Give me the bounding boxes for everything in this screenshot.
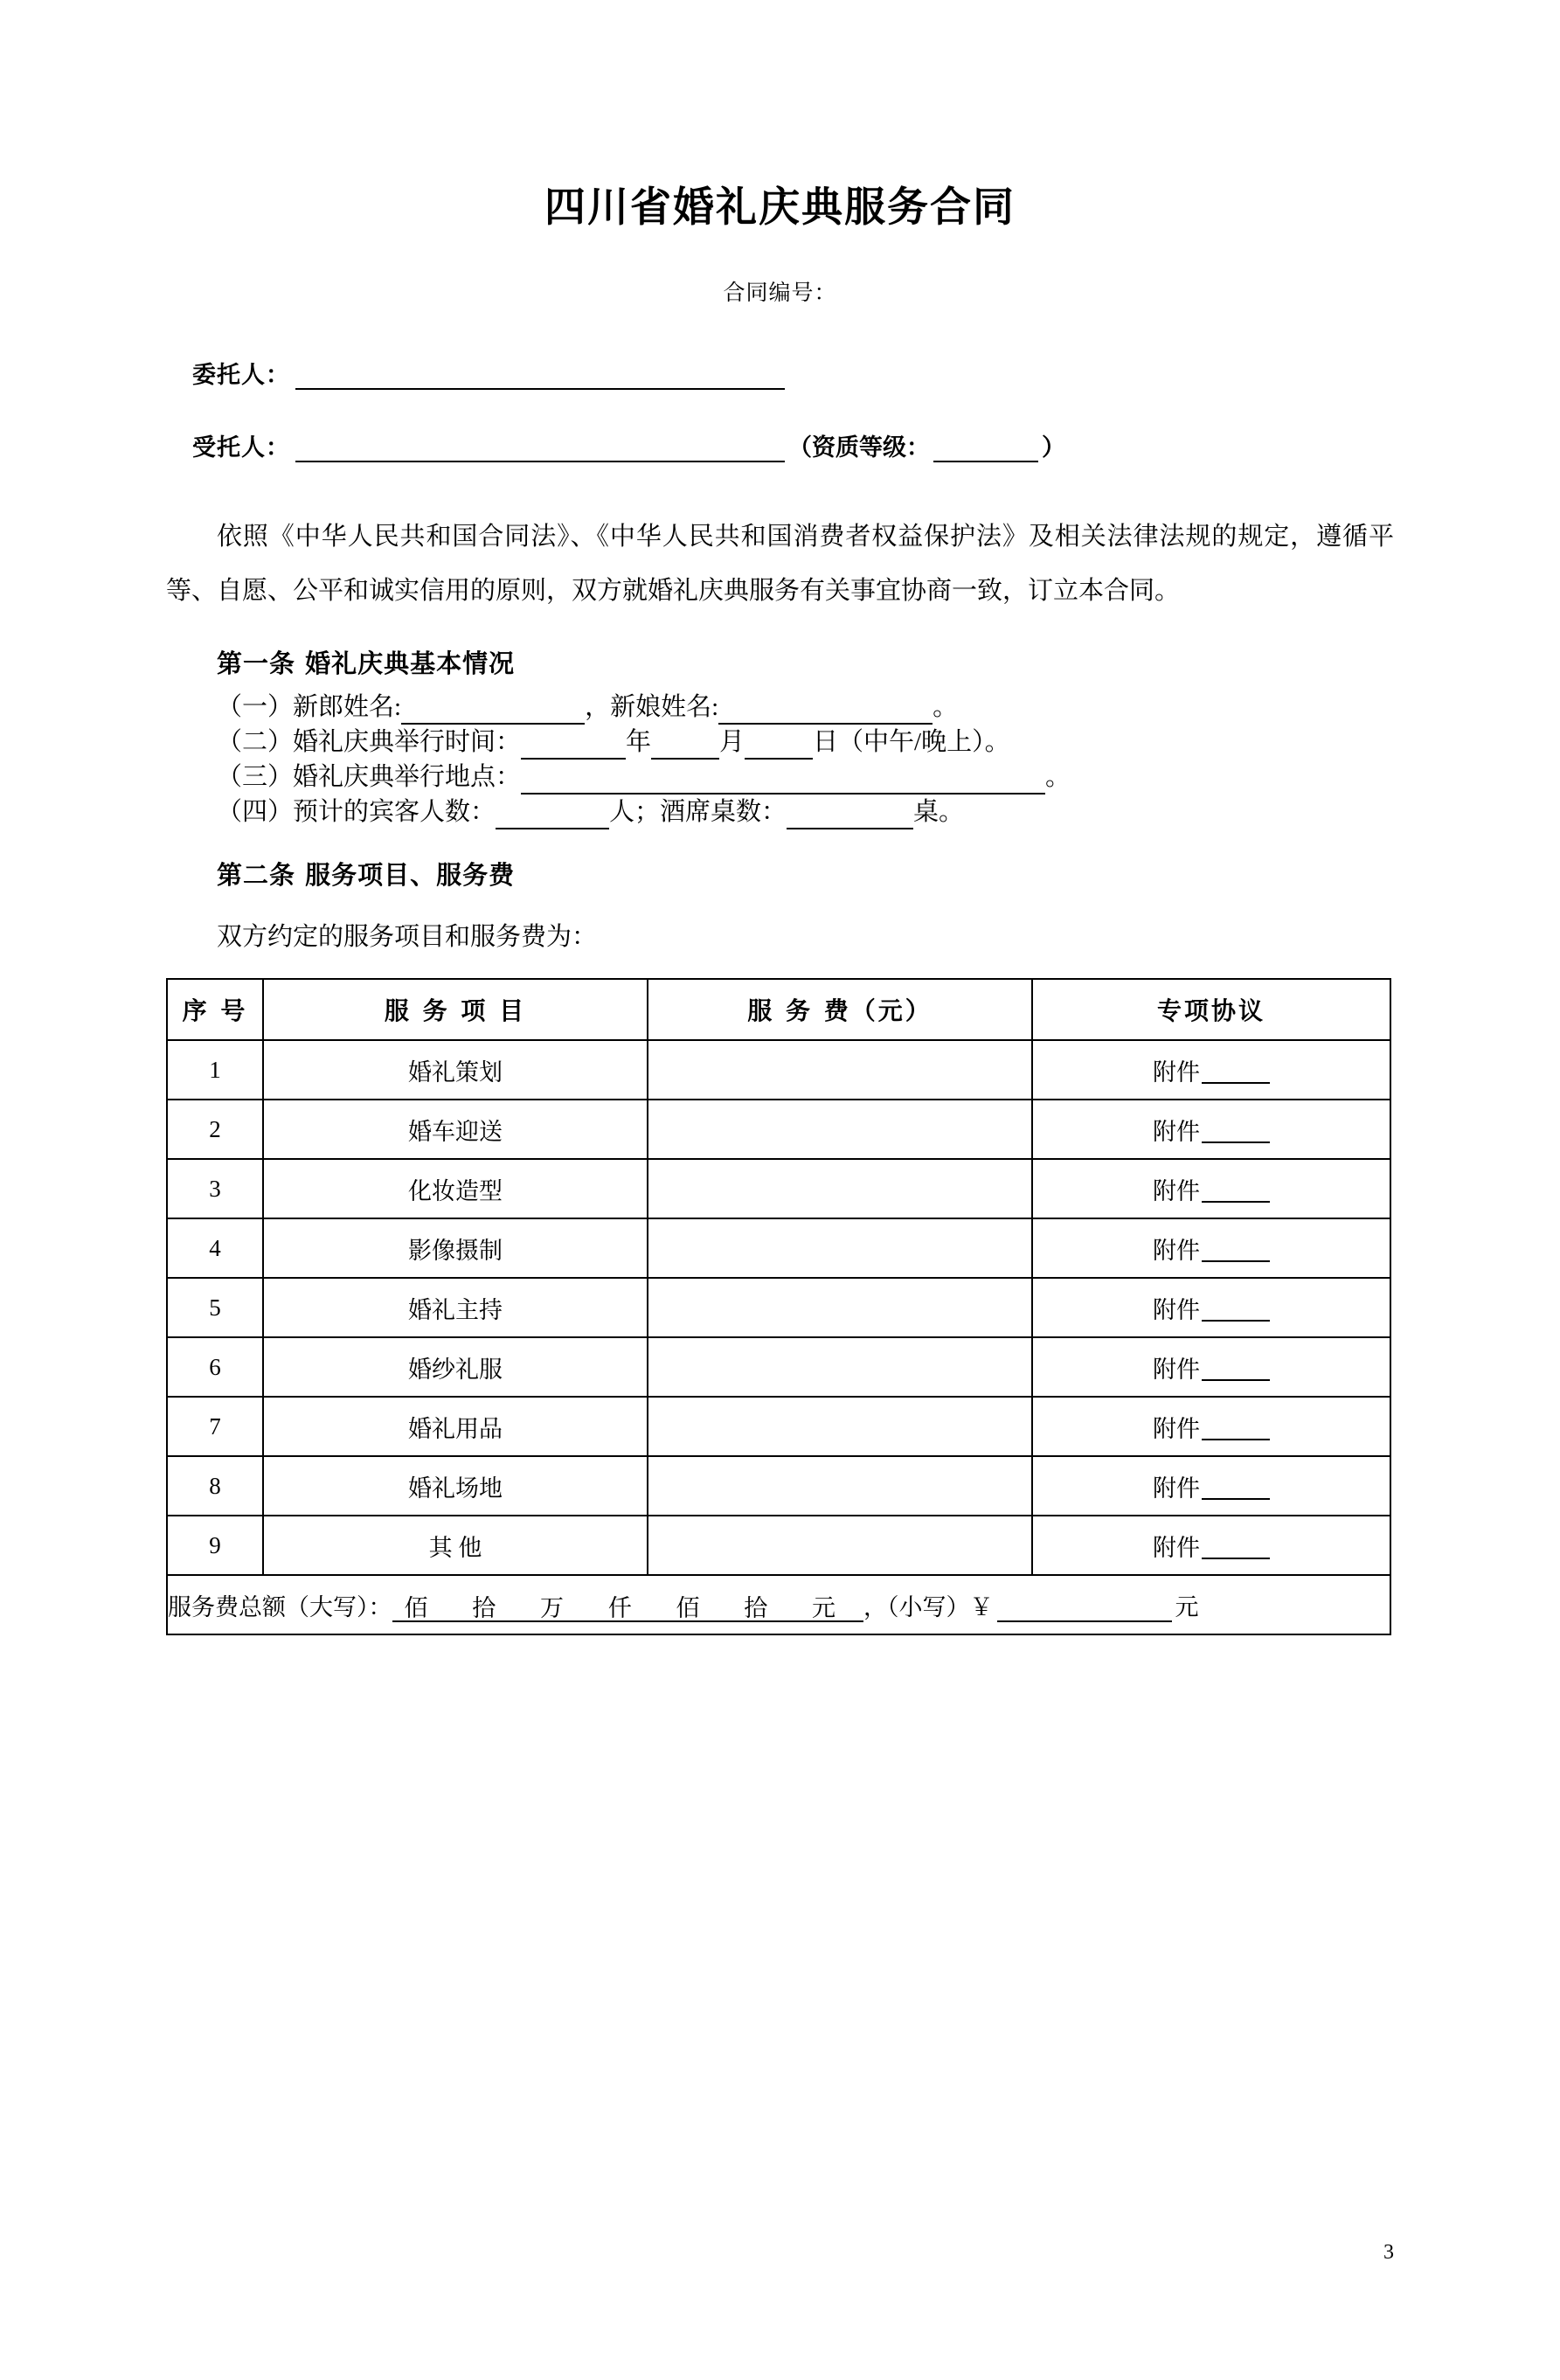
- row-annex-input[interactable]: [1202, 1063, 1270, 1084]
- row-no: 2: [167, 1100, 263, 1159]
- table-row: [167, 1159, 1390, 1218]
- row-no: 9: [167, 1516, 263, 1575]
- agent-label: 受托人：: [192, 434, 290, 461]
- clause-1-item-2: [217, 725, 1394, 760]
- row-no: 1: [167, 1040, 263, 1100]
- page-title: 四川省婚礼庆典服务合同: [544, 184, 1016, 232]
- total-suffix-label: 元: [1175, 1593, 1199, 1620]
- row-annex[interactable]: [1032, 1456, 1390, 1516]
- row-annex-label: 附件: [1153, 1296, 1200, 1323]
- row-annex[interactable]: [1032, 1337, 1390, 1397]
- row-annex-input[interactable]: [1202, 1182, 1270, 1203]
- row-item: 婚纱礼服: [263, 1337, 648, 1397]
- agent-line: [192, 428, 1394, 462]
- total-cell: [167, 1575, 1390, 1634]
- column-header-annex: 专项协议: [1032, 979, 1390, 1040]
- clause-1-item-3-suffix: 。: [1045, 763, 1071, 791]
- row-annex[interactable]: [1032, 1278, 1390, 1337]
- row-annex[interactable]: [1032, 1100, 1390, 1159]
- row-annex-input[interactable]: [1202, 1301, 1270, 1322]
- page-number: 3: [1383, 2241, 1394, 2264]
- row-annex-input[interactable]: [1202, 1360, 1270, 1381]
- day-unit-label: 日（中午/晚上）。: [813, 728, 1010, 756]
- row-item: 婚礼策划: [263, 1040, 648, 1100]
- clause-2-intro: 双方约定的服务项目和服务费为：: [217, 923, 598, 951]
- guest-count-input[interactable]: [496, 801, 609, 829]
- document-page: [0, 175, 1560, 2380]
- groom-name-label: （一）新郎姓名:: [217, 693, 402, 721]
- row-fee-input[interactable]: [648, 1159, 1032, 1218]
- contract-number-label: 合同编号：: [723, 281, 837, 305]
- row-fee-input[interactable]: [648, 1100, 1032, 1159]
- row-annex-label: 附件: [1153, 1534, 1200, 1561]
- row-annex-input[interactable]: [1202, 1479, 1270, 1500]
- row-no: 8: [167, 1456, 263, 1516]
- table-total-row: [167, 1575, 1390, 1634]
- row-annex[interactable]: [1032, 1040, 1390, 1100]
- agent-input[interactable]: [295, 437, 785, 462]
- row-no: 6: [167, 1337, 263, 1397]
- clause-1-item-1: [217, 690, 1394, 725]
- row-item: 其 他: [263, 1516, 648, 1575]
- row-no: 3: [167, 1159, 263, 1218]
- row-annex-input[interactable]: [1202, 1241, 1270, 1262]
- row-no: 4: [167, 1218, 263, 1278]
- client-label: 委托人：: [192, 362, 290, 389]
- year-unit-label: 年: [626, 728, 652, 756]
- ceremony-day-input[interactable]: [745, 732, 813, 760]
- total-mid-label: ，（小写）￥: [863, 1593, 994, 1620]
- table-row: [167, 1516, 1390, 1575]
- row-item: 婚礼场地: [263, 1456, 648, 1516]
- row-annex[interactable]: [1032, 1397, 1390, 1456]
- row-fee-input[interactable]: [648, 1516, 1032, 1575]
- row-fee-input[interactable]: [648, 1456, 1032, 1516]
- preamble-paragraph: 依照《中华人民共和国合同法》、《中华人民共和国消费者权益保护法》及相关法律法规的规定，遵循平等、自愿、公平和诚实信用的原则，双方就婚礼庆典服务有关事宜协商一致，订立本合同。: [166, 523, 1394, 605]
- row-annex-label: 附件: [1153, 1237, 1200, 1264]
- row-annex-label: 附件: [1153, 1058, 1200, 1086]
- row-item: 婚礼主持: [263, 1278, 648, 1337]
- row-annex-input[interactable]: [1202, 1122, 1270, 1143]
- row-no: 7: [167, 1397, 263, 1456]
- month-unit-label: 月: [719, 728, 745, 756]
- column-header-fee: 服 务 费（元）: [648, 979, 1032, 1040]
- row-fee-input[interactable]: [648, 1337, 1032, 1397]
- row-no: 5: [167, 1278, 263, 1337]
- column-header-no: 序 号: [167, 979, 263, 1040]
- ceremony-time-label: （二）婚礼庆典举行时间：: [217, 728, 522, 756]
- total-label: 服务费总额（大写）：: [168, 1593, 392, 1620]
- ceremony-month-input[interactable]: [651, 732, 719, 760]
- row-annex[interactable]: [1032, 1516, 1390, 1575]
- row-fee-input[interactable]: [648, 1397, 1032, 1456]
- table-row: [167, 1278, 1390, 1337]
- table-row: [167, 1397, 1390, 1456]
- row-fee-input[interactable]: [648, 1278, 1032, 1337]
- row-annex[interactable]: [1032, 1159, 1390, 1218]
- table-count-label: 人；酒席桌数：: [609, 798, 787, 826]
- row-fee-input[interactable]: [648, 1040, 1032, 1100]
- row-annex-label: 附件: [1153, 1474, 1200, 1502]
- row-annex-label: 附件: [1153, 1177, 1200, 1204]
- ceremony-place-input[interactable]: [521, 767, 1045, 794]
- bride-name-label: ，新娘姓名:: [585, 693, 719, 721]
- ceremony-year-input[interactable]: [521, 732, 626, 760]
- clause-1-item-3: [217, 760, 1394, 794]
- qualification-group: [788, 428, 1065, 462]
- total-capital-units[interactable]: 佰 拾 万 仟 佰 拾 元: [392, 1589, 864, 1622]
- row-annex-input[interactable]: [1202, 1419, 1270, 1440]
- table-row: [167, 1456, 1390, 1516]
- row-item: 化妆造型: [263, 1159, 648, 1218]
- qualification-open-label: （资质等级：: [788, 434, 930, 461]
- total-amount-input[interactable]: [997, 1594, 1172, 1622]
- clause-1-title: 第一条 婚礼庆典基本情况: [217, 649, 516, 678]
- clause-1-item-1-suffix: 。: [933, 693, 959, 721]
- qualification-close-label: ）: [1042, 434, 1065, 461]
- client-input[interactable]: [295, 364, 785, 390]
- row-item: 影像摄制: [263, 1218, 648, 1278]
- row-annex-label: 附件: [1153, 1118, 1200, 1145]
- row-annex-input[interactable]: [1202, 1538, 1270, 1559]
- table-row: [167, 1337, 1390, 1397]
- row-item: 婚车迎送: [263, 1100, 648, 1159]
- service-fee-table: [166, 978, 1391, 1635]
- groom-name-input[interactable]: [401, 697, 585, 725]
- row-annex-label: 附件: [1153, 1415, 1200, 1442]
- table-row: [167, 1040, 1390, 1100]
- column-header-item: 服 务 项 目: [263, 979, 648, 1040]
- guest-count-label: （四）预计的宾客人数：: [217, 798, 496, 826]
- contract-number-line: [166, 275, 1394, 307]
- client-line: [192, 356, 1394, 390]
- row-item: 婚礼用品: [263, 1397, 648, 1456]
- clause-1-item-4: [217, 794, 1394, 829]
- table-header-row: [167, 979, 1390, 1040]
- table-row: [167, 1218, 1390, 1278]
- parties-block: [166, 356, 1394, 462]
- row-annex-label: 附件: [1153, 1356, 1200, 1383]
- row-annex[interactable]: [1032, 1218, 1390, 1278]
- clause-2-title: 第二条 服务项目、服务费: [217, 860, 516, 890]
- qualification-input[interactable]: [933, 437, 1038, 462]
- ceremony-place-label: （三）婚礼庆典举行地点：: [217, 763, 522, 791]
- clause-1-item-4-suffix: 桌。: [913, 798, 965, 826]
- table-count-input[interactable]: [787, 801, 913, 829]
- bride-name-input[interactable]: [718, 697, 933, 725]
- table-row: [167, 1100, 1390, 1159]
- row-fee-input[interactable]: [648, 1218, 1032, 1278]
